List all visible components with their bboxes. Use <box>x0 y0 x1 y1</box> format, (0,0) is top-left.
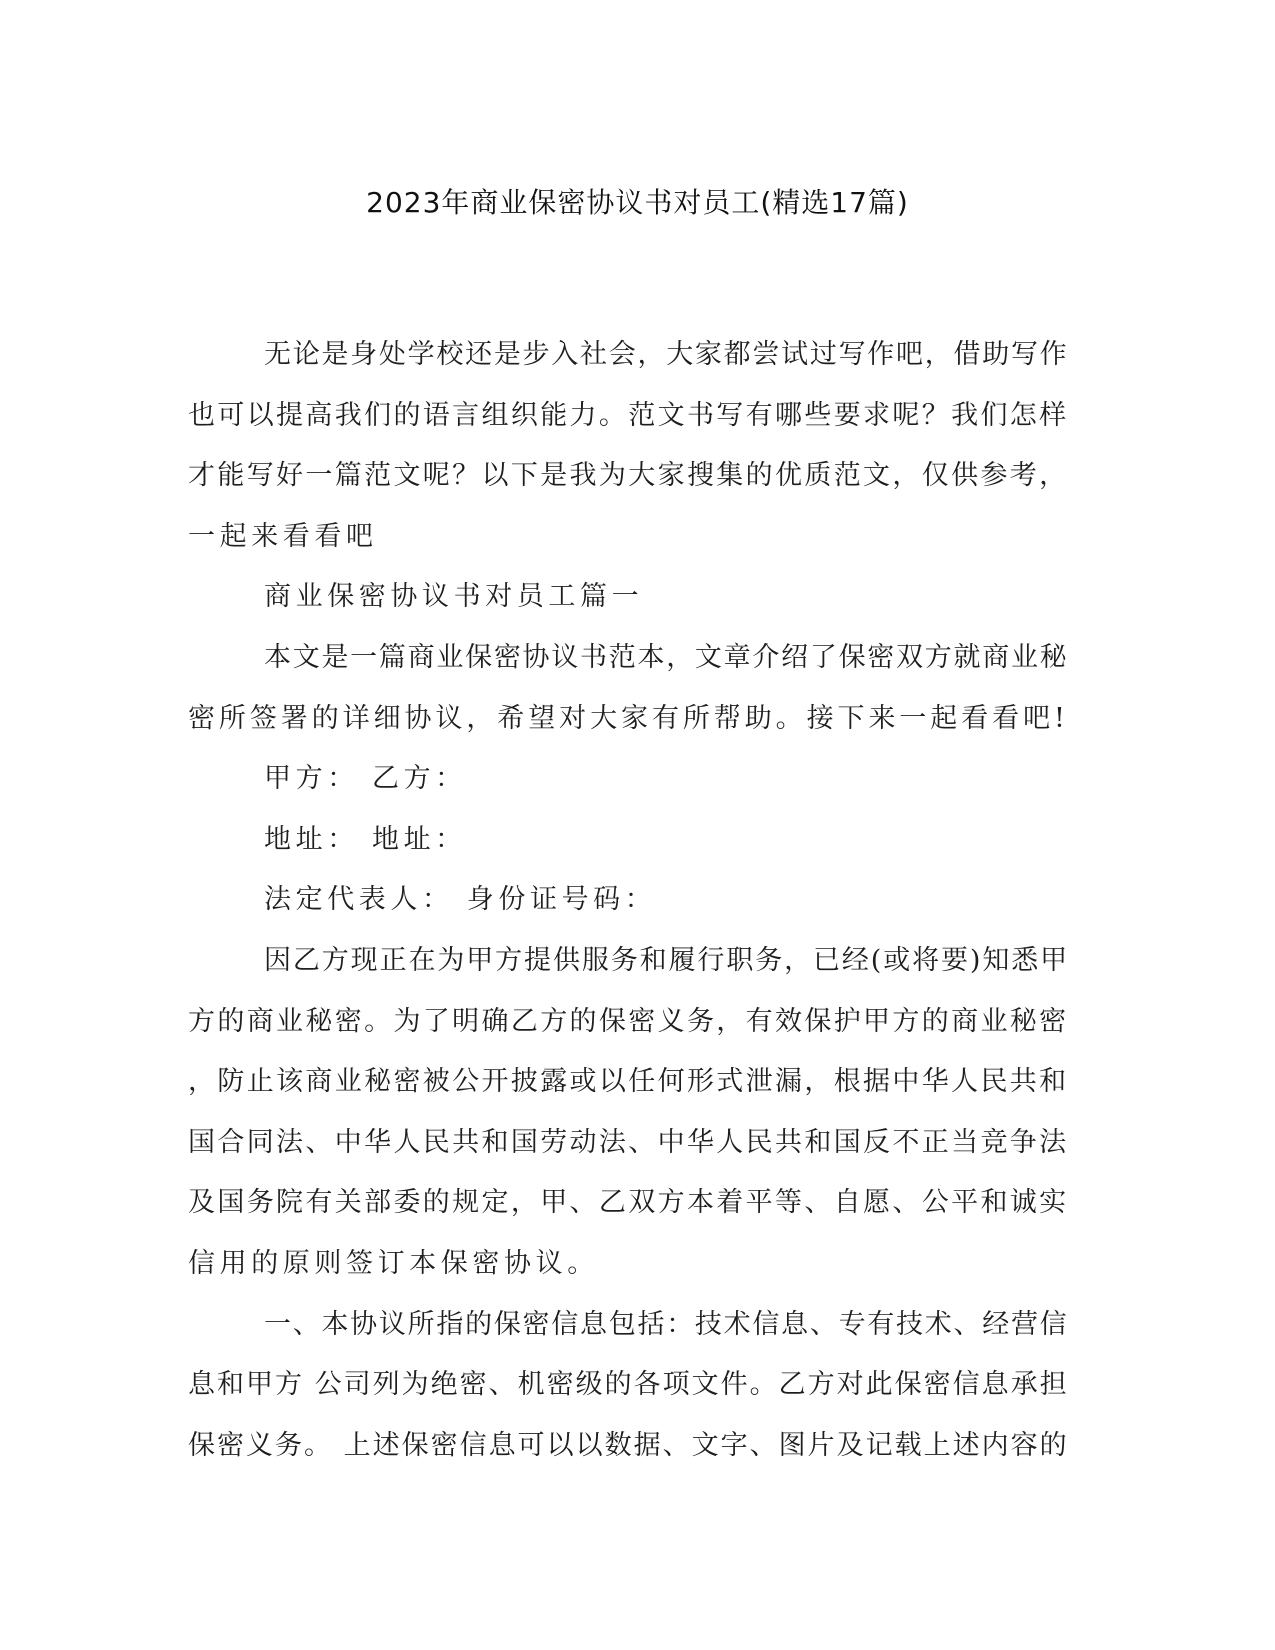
text-line: 甲方： 乙方： <box>264 763 467 795</box>
text-line: 国合同法、中华人民共和国劳动法、中华人民共和国反不正当竞争法 <box>188 1126 1069 1158</box>
text-line: 无论是身处学校还是步入社会，大家都尝试过写作吧，借助写作 <box>264 339 1069 370</box>
text-line: 地址： 地址： <box>264 823 467 855</box>
text-line: 一、本协议所指的保密信息包括：技术信息、专有技术、经营信 <box>264 1308 1069 1340</box>
text-line: 法定代表人： 身份证号码： <box>264 884 657 916</box>
text-line: 也可以提高我们的语言组织能力。范文书写有哪些要求呢？我们怎样 <box>188 399 1069 431</box>
text-line: 一起来看看吧 <box>188 520 378 552</box>
text-line: ，防止该商业秘密被公开披露或以任何形式泄漏，根据中华人民共和 <box>188 1066 1069 1098</box>
text-line: 信用的原则签订本保密协议。 <box>188 1247 599 1279</box>
text-line: 才能写好一篇范文呢？以下是我为大家搜集的优质范文，仅供参考， <box>188 460 1069 492</box>
text-line: 息和甲方 公司列为绝密、机密级的各项文件。乙方对此保密信息承担 <box>188 1369 1069 1401</box>
document-title: 2023年商业保密协议书对员工(精选17篇) <box>366 186 909 219</box>
text-line: 保密义务。 上述保密信息可以以数据、文字、图片及记载上述内容的 <box>188 1429 1069 1461</box>
text-line: 及国务院有关部委的规定，甲、乙双方本着平等、自愿、公平和诚实 <box>188 1187 1069 1219</box>
text-line: 因乙方现正在为甲方提供服务和履行职务，已经(或将要)知悉甲 <box>264 944 1070 976</box>
document-body <box>188 325 1070 1476</box>
text-line: 本文是一篇商业保密协议书范本，文章介绍了保密双方就商业秘 <box>264 641 1069 673</box>
text-line: 密所签署的详细协议，希望对大家有所帮助。接下来一起看看吧! <box>188 702 1069 734</box>
text-line: 商业保密协议书对员工篇一 <box>264 581 644 613</box>
text-line: 方的商业秘密。为了明确乙方的保密义务，有效保护甲方的商业秘密 <box>188 1005 1069 1037</box>
